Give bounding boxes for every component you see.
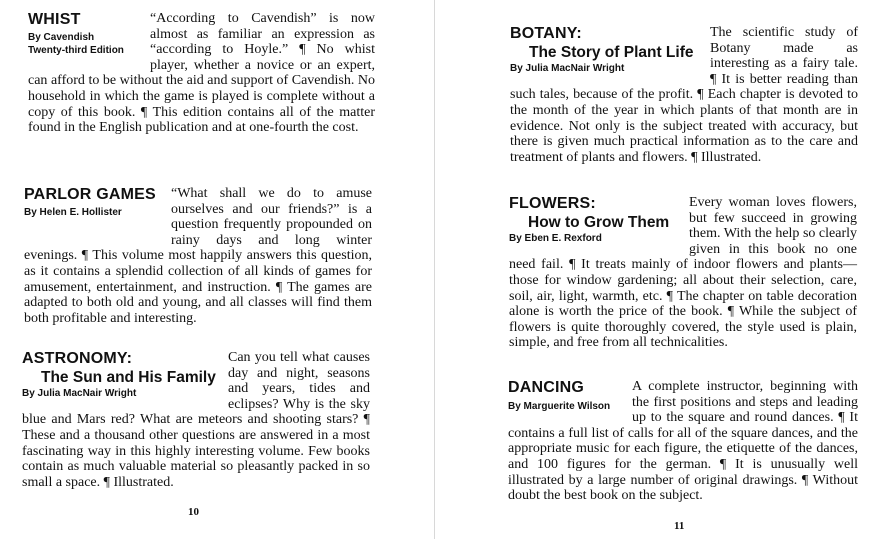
entry-heading	[24, 186, 171, 234]
entry-heading	[509, 195, 689, 257]
entry-heading	[22, 350, 228, 412]
entry-subtitle: How to Grow Them	[528, 214, 670, 231]
entry-title: FLOWERS:	[509, 195, 596, 212]
entry-author: By Eben E. Rexford	[509, 233, 602, 244]
entry-parlor-games	[24, 186, 372, 326]
entry-author: By Cavendish	[28, 32, 95, 43]
entry-flowers	[509, 195, 857, 351]
entry-astronomy	[22, 350, 370, 490]
entry-title: DANCING	[508, 379, 585, 396]
entry-author: By Julia MacNair Wright	[22, 388, 137, 399]
entry-description: “What shall we do to amuse ourselves and our friends?” is a question frequently propounded on rainy days and long winter evenings. ¶ This volume most happily answers this question, as it contains a splendid collection of all kinds of games for amusement, entertainment, and instruction. ¶ The games are adapted to both old and young, and all classes will find them both profitable and interesting.	[24, 186, 372, 326]
left-page	[0, 0, 434, 539]
entry-botany	[510, 25, 858, 165]
entry-description: Can you tell what causes day and night, seasons and years, tides and eclipses? Why is the sky blue and Mars red? What are meteors and shooting stars? ¶ These and a thousand other questions are answered in a most fascinating way in this highly interesting volume. Few books contain as much valuable material so pleasantly packed in so small a space. ¶ Illustrated.	[22, 350, 370, 490]
entry-description: A complete instructor, beginning with the first positions and steps and leading up to the square and round dances. ¶ It contains a full list of calls for all of the square dances, and the appropriate music for each figure, the etiquette of the dances, and 100 figures for the german. ¶ It is unusually well illustrated by a large number of original drawings. ¶ Without doubt the best book on the subject.	[508, 379, 858, 504]
entry-author: By Julia MacNair Wright	[510, 63, 625, 74]
entry-description: The scientific study of Botany made as interesting as a fairy tale. ¶ It is better reading than such tales, because of the profit. ¶ Each chapter is devoted to the month of the year in which plants of that month are in evidence. Not only is the subject treated with accuracy, but there is given much practical information as to the care and treatment of plants and flowers. ¶ Illustrated.	[510, 25, 858, 165]
entry-heading	[28, 11, 150, 73]
page-number: 10	[188, 506, 199, 518]
entry-subtitle: The Story of Plant Life	[529, 44, 694, 61]
right-page	[438, 0, 872, 539]
entry-whist	[28, 11, 375, 136]
entry-title: ASTRONOMY:	[22, 350, 133, 367]
entry-description: “According to Cavendish” is now almost as familiar an expression as “according to Hoyle.” ¶ No whist player, whether a novice or an expert, can afford to be without the aid and support of Cavendish. No household in which the game is played is complete without a copy of this book. ¶ This edition contains all of the matter found in the English publication and at one-fourth the cost.	[28, 11, 375, 136]
entry-description: Every woman loves flowers, but few succeed in growing them. With the help so clearly given in this book no one need fail. ¶ It treats mainly of indoor flowers and plants—those for window gardening; all about their selection, care, soil, air, light, warmth, etc. ¶ The chapter on table decoration alone is worth the price of the book. ¶ While the subject of flowers is quite thoroughly covered, the style used is plain, simple, and free from all technicalities.	[509, 195, 857, 351]
entry-heading	[508, 379, 632, 425]
page-gutter	[434, 0, 435, 539]
entry-subtitle: The Sun and His Family	[41, 369, 216, 386]
entry-edition: Twenty-third Edition	[28, 45, 124, 56]
entry-heading	[510, 25, 710, 87]
entry-dancing	[508, 379, 858, 504]
entry-title: BOTANY:	[510, 25, 582, 42]
entry-title: WHIST	[28, 11, 81, 28]
entry-author: By Marguerite Wilson	[508, 401, 611, 412]
page-number: 11	[674, 520, 685, 532]
entry-title: PARLOR GAMES	[24, 186, 156, 203]
entry-author: By Helen E. Hollister	[24, 207, 122, 218]
